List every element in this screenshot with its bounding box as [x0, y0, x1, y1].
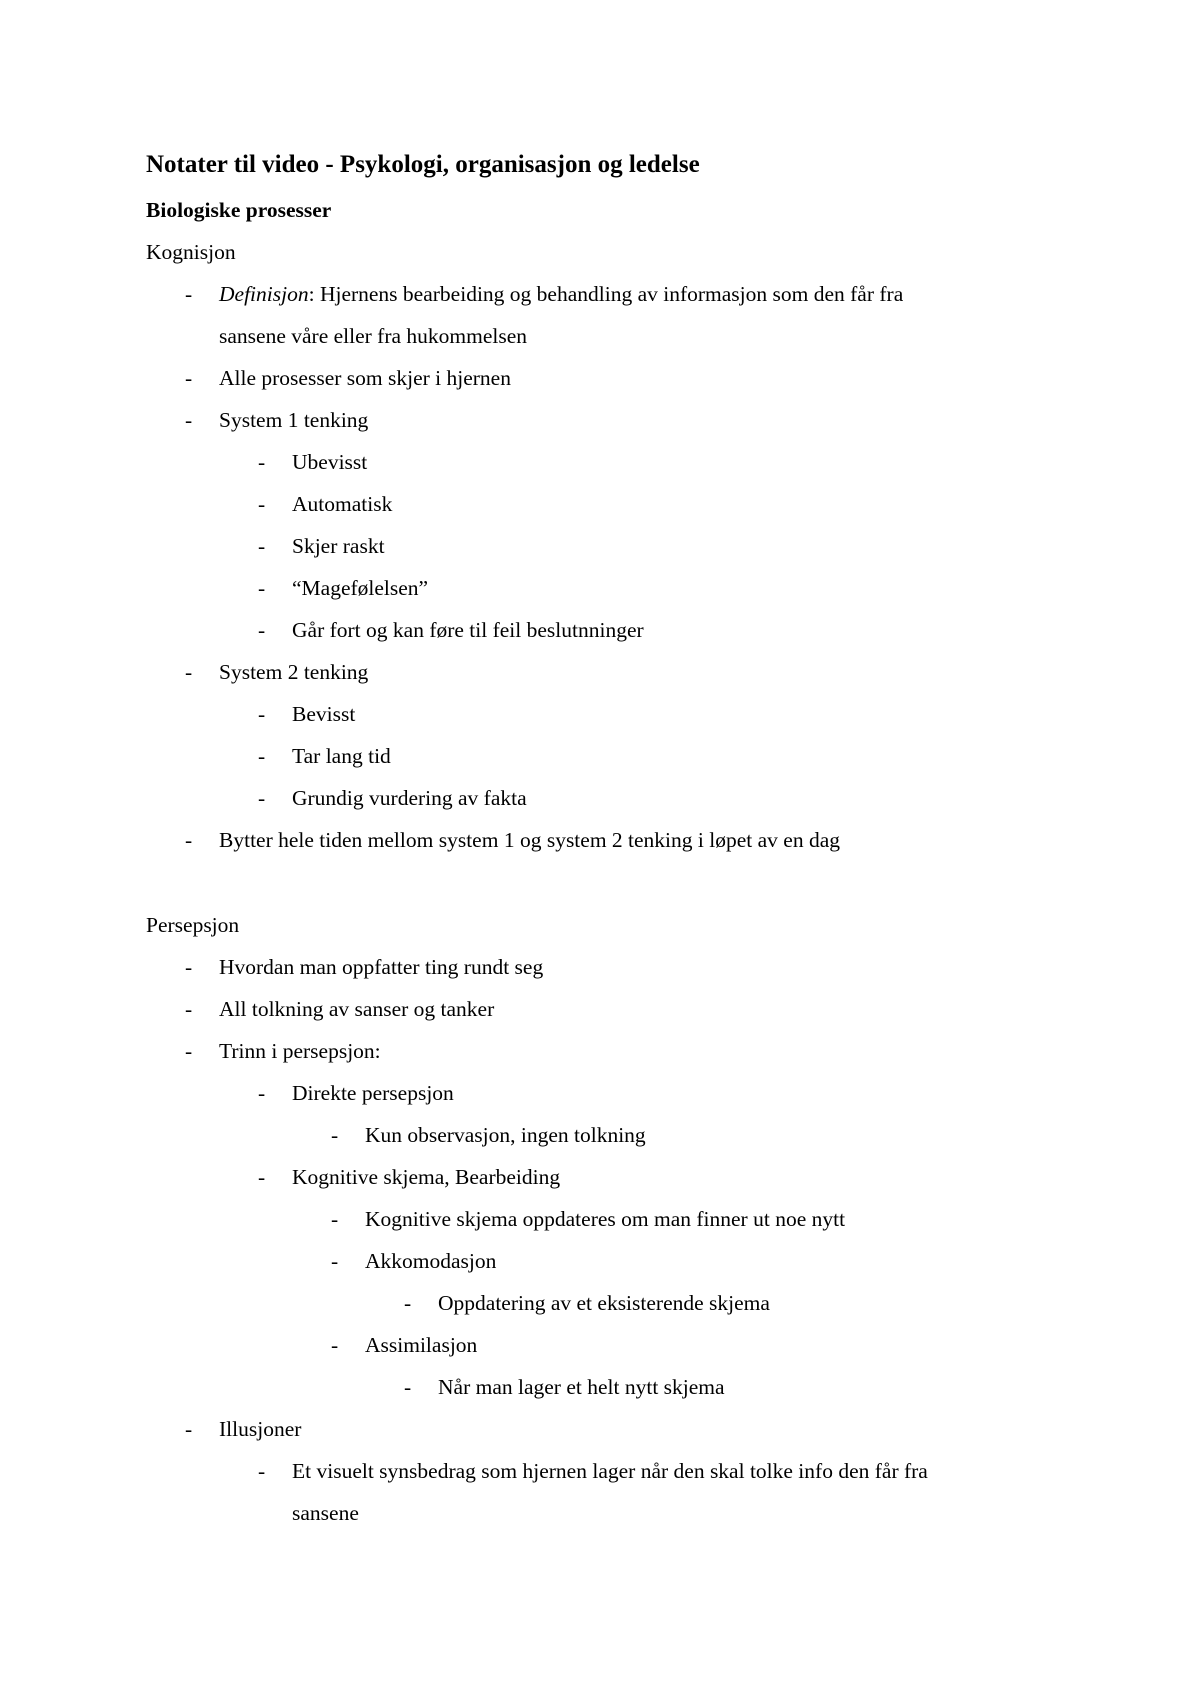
- list-item-system2-grundig: - Grundig vurdering av fakta: [258, 786, 527, 810]
- list-item-skjema-oppdateres: - Kognitive skjema oppdateres om man finner ut noe nytt: [331, 1207, 846, 1231]
- list-item-system2-tar-lang-tid: - Tar lang tid: [258, 744, 391, 768]
- list-item-bytter: - Bytter hele tiden mellom system 1 og system 2 tenking i løpet av en dag: [185, 828, 841, 852]
- definition-text: : Hjernens bearbeiding og behandling av informasjon som den får fra: [308, 282, 904, 306]
- list-item-system1-gar-fort: - Går fort og kan føre til feil beslutnninger: [258, 618, 644, 642]
- section-heading: Biologiske prosesser: [146, 198, 332, 222]
- subsection-title-persepsjon: Persepsjon: [146, 913, 240, 937]
- list-item-trinn: - Trinn i persepsjon:: [185, 1039, 381, 1063]
- subsection-title-kognisjon: Kognisjon: [146, 240, 236, 264]
- list-item-hvordan: - Hvordan man oppfatter ting rundt seg: [185, 955, 544, 979]
- bullet-dash: -: [185, 282, 193, 306]
- list-item-all-tolkning: - All tolkning av sanser og tanker: [185, 997, 495, 1021]
- list-item-system1-skjer-raskt: - Skjer raskt: [258, 534, 385, 558]
- list-item-kun-observasjon: - Kun observasjon, ingen tolkning: [331, 1123, 646, 1147]
- list-item-illusjoner: - Illusjoner: [185, 1417, 302, 1441]
- kognisjon-list: [0, 273, 1200, 861]
- list-item-system1: - System 1 tenking: [185, 408, 369, 432]
- list-item-alle-prosesser: - Alle prosesser som skjer i hjernen: [185, 366, 511, 390]
- list-item-assimilasjon: - Assimilasjon: [331, 1333, 478, 1357]
- list-item-synsbedrag: - Et visuelt synsbedrag som hjernen lager når den skal tolke info den får fra: [258, 1459, 928, 1483]
- list-item-direkte-persepsjon: - Direkte persepsjon: [258, 1081, 454, 1105]
- persepsjon-list: [0, 946, 1200, 1534]
- list-item-nytt-skjema: - Når man lager et helt nytt skjema: [404, 1375, 725, 1399]
- list-item-system2: - System 2 tenking: [185, 660, 369, 684]
- document-title: Notater til video - Psykologi, organisasjon og ledelse: [146, 151, 700, 178]
- list-item-system1-ubevisst: - Ubevisst: [258, 450, 368, 474]
- list-item-system2-bevisst: - Bevisst: [258, 702, 356, 726]
- list-item-definition-continuation: sansene våre eller fra hukommelsen: [219, 324, 528, 348]
- list-item-system1-magefolelsen: - “Magefølelsen”: [258, 576, 429, 600]
- definition-label: Definisjon: [219, 282, 309, 306]
- list-item-synsbedrag-continuation: sansene: [292, 1501, 359, 1525]
- list-item-system1-automatisk: - Automatisk: [258, 492, 393, 516]
- list-item-oppdatering: - Oppdatering av et eksisterende skjema: [404, 1291, 770, 1315]
- list-item-definition: [0, 273, 1200, 315]
- list-item-akkomodasjon: - Akkomodasjon: [331, 1249, 497, 1273]
- list-item-kognitive-skjema: - Kognitive skjema, Bearbeiding: [258, 1165, 561, 1189]
